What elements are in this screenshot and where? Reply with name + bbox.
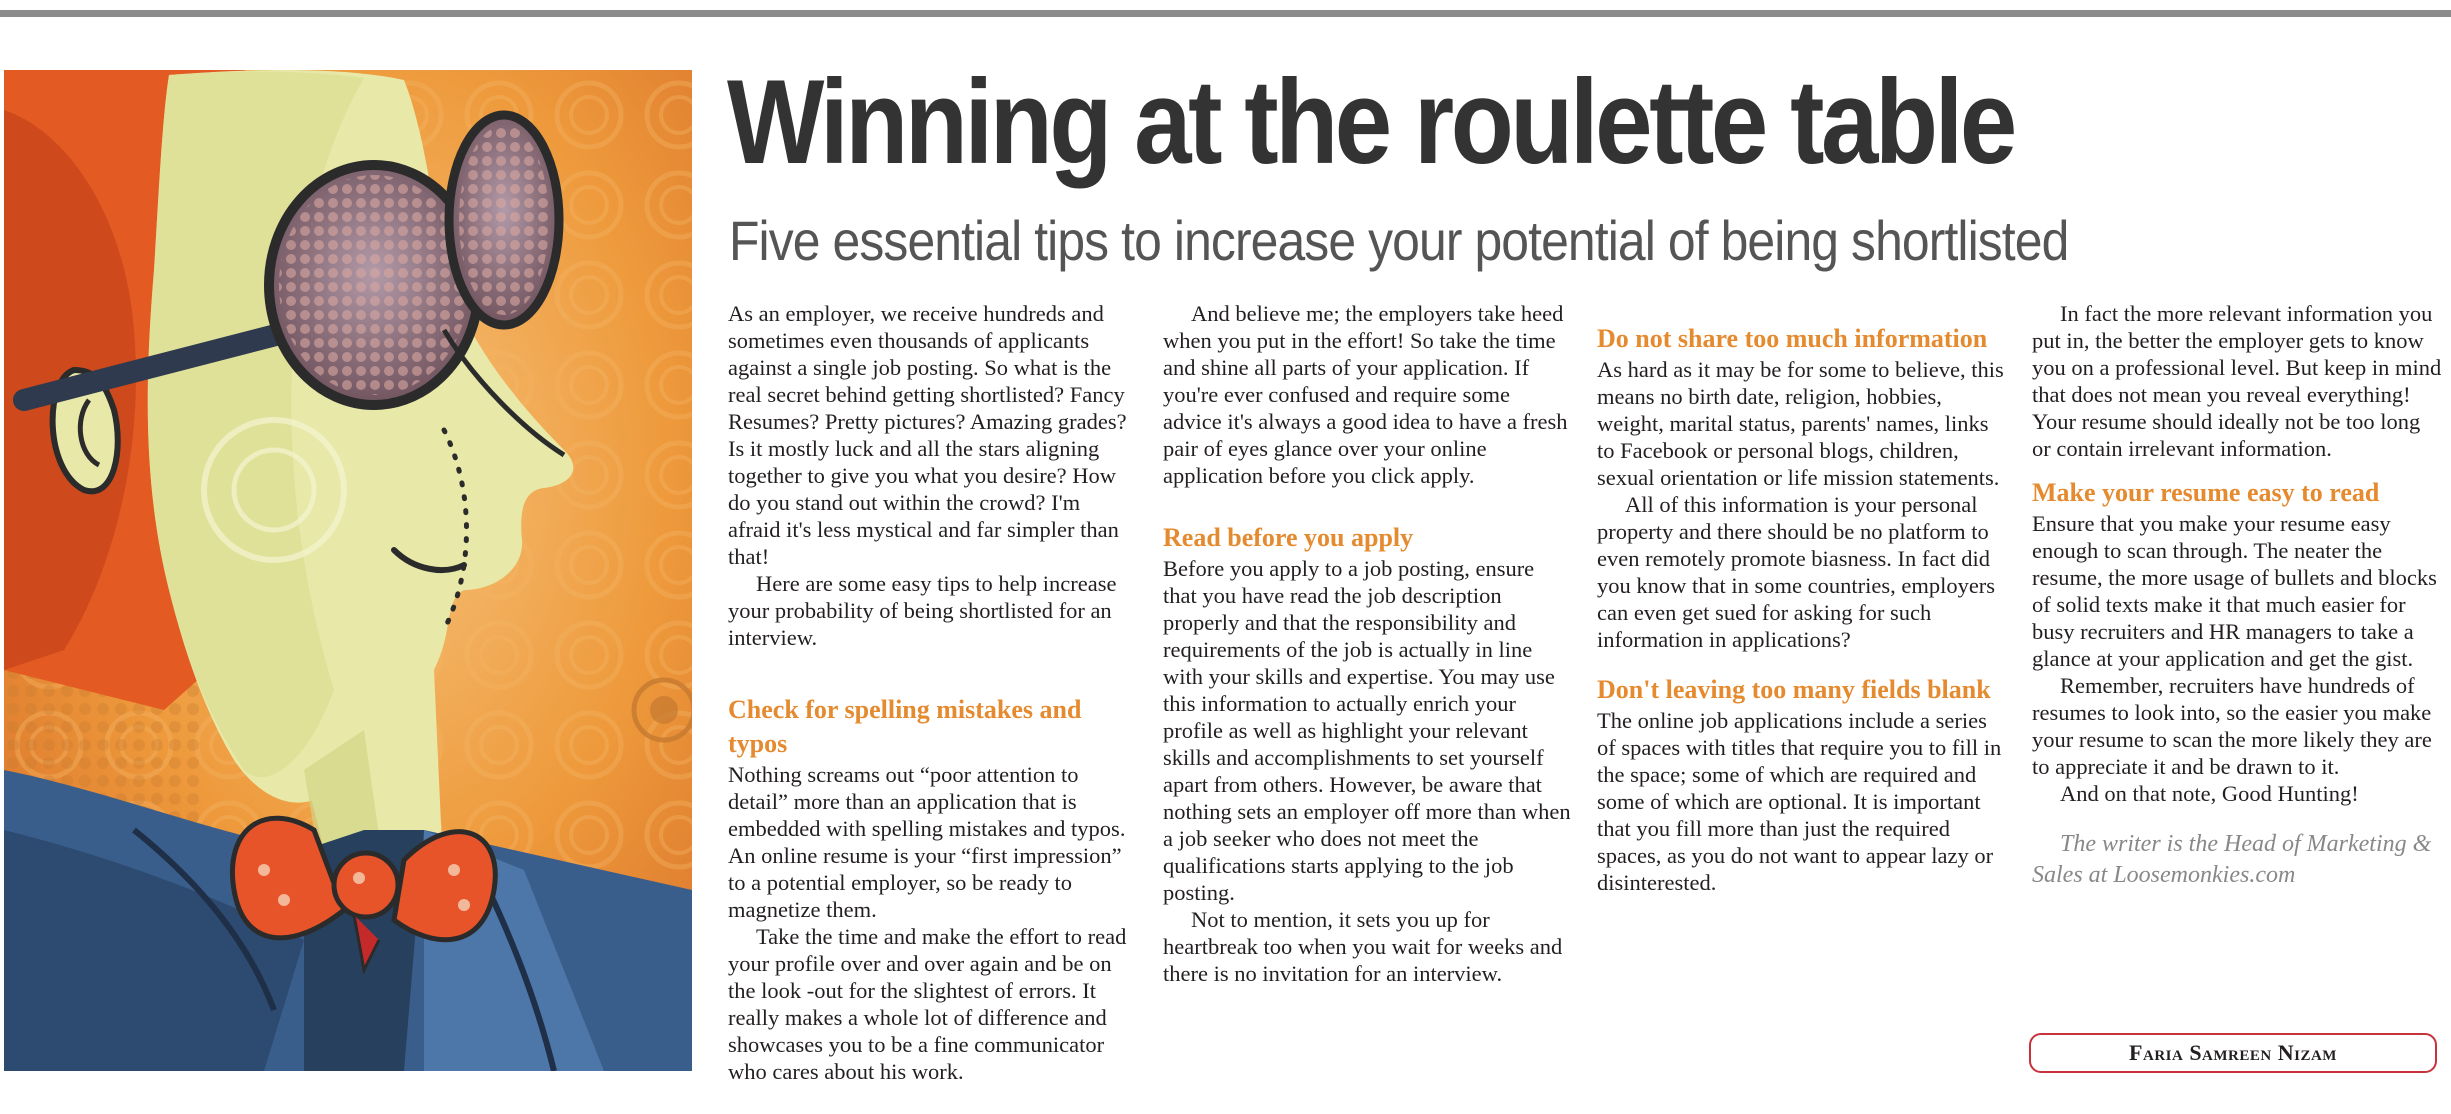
body-paragraph: All of this information is your personal property and there should be no platform to even remotely promote biasness. In fact did you know that in some countries, employers can even get sued for asking for such information in applications? — [1597, 492, 1996, 652]
body-paragraph: The online job applications include a series of spaces with titles that require you to fill in the space; some of which are required and some of which are optional. It is important that you fill more than just the required spaces, as you do not want to appear lazy or disinterested. — [1597, 708, 2002, 895]
body-paragraph: Nothing screams out “poor attention to detail” more than an application that is embedded with spelling mistakes and typos. An online resume is your “first impression” to a potential employer, so be ready to magnetize them. — [728, 762, 1126, 922]
body-paragraph: Ensure that you make your resume easy enough to scan through. The neater the resume, the more usage of bullets and blocks of solid texts make it that much easier for busy recruiters and HR managers to take a glance at your application and get the gist. — [2032, 511, 2437, 671]
section-heading-fields-blank: Don't leaving too many fields blank — [1597, 675, 1991, 704]
top-rule — [0, 10, 2451, 17]
intro-paragraph: Here are some easy tips to help increase your probability of being shortlisted for an interview. — [728, 571, 1117, 650]
article-column-3 — [1597, 300, 2007, 896]
section-heading-spelling: Check for spelling mistakes and typos — [728, 695, 1082, 758]
section-heading-easy-to-read: Make your resume easy to read — [2032, 478, 2380, 507]
closing-line: And on that note, Good Hunting! — [2060, 781, 2359, 806]
body-paragraph: As hard as it may be for some to believe, this means no birth date, religion, hobbies, weight, marital status, parents' names, links to Facebook or personal blogs, children, sexual orientation or life mission statements. — [1597, 357, 2004, 490]
body-paragraph: Not to mention, it sets you up for heartbreak too when you wait for weeks and there is no invitation for an interview. — [1163, 907, 1563, 986]
body-paragraph: In fact the more relevant information you put in, the better the employer gets to know you on a professional level. But keep in mind that does not mean you reveal everything! Your resume should ideally not be too long or contain irrelevant information. — [2032, 301, 2442, 461]
body-paragraph: Remember, recruiters have hundreds of resumes to look into, so the easier you make your resume to scan the more likely they are to appreciate it and be drawn to it. — [2032, 673, 2432, 779]
article-column-1 — [728, 300, 1138, 1085]
section-heading-read-before-apply: Read before you apply — [1163, 523, 1414, 552]
body-paragraph: And believe me; the employers take heed when you put in the effort! So take the time and shine all parts of your application. If you're ever confused and require some advice it's always a good idea to have a fresh pair of eyes glance over your online application before you click apply. — [1163, 301, 1568, 488]
writer-note: The writer is the Head of Marketing & Sales at Loosemonkies.com — [2032, 831, 2432, 888]
body-paragraph: Before you apply to a job posting, ensure that you have read the job description properly and that the responsibility and requirements of the job is actually in line with your skills and expertise. You may use this information to actually enrich your profile as well as highlight your relevant skills and accomplishments to set yourself apart from others. However, be aware that nothing sets an employer off more than when a job seeker who does not meet the qualifications starts applying to the job posting. — [1163, 556, 1571, 905]
byline-box — [2029, 1033, 2437, 1073]
intro-paragraph: As an employer, we receive hundreds and sometimes even thousands of applicants against a single job posting. So what is the real secret behind getting shortlisted? Fancy Resumes? Pretty pictures? Amazing grades? Is it mostly luck and all the stars aligning together to give you what you desire? How do you stand out within the crowd? I'm afraid it's less mystical and far simpler than that! — [728, 301, 1127, 569]
article-column-4 — [2032, 300, 2444, 891]
subheadline: Five essential tips to increase your potential of being shortlisted — [729, 209, 2069, 272]
author-byline: Faria Samreen Nizam — [2129, 1040, 2337, 1065]
section-heading-do-not-share: Do not share too much information — [1597, 324, 1988, 353]
headline: Winning at the roulette table — [727, 55, 2014, 189]
illustration-man-with-sunglasses — [4, 70, 692, 1071]
article-column-2 — [1163, 300, 1573, 987]
body-paragraph: Take the time and make the effort to read your profile over and over again and be on the look -out for the slightest of errors. It really makes a whole lot of difference and showcases you to be a fine communicator who cares about his work. — [728, 924, 1127, 1084]
